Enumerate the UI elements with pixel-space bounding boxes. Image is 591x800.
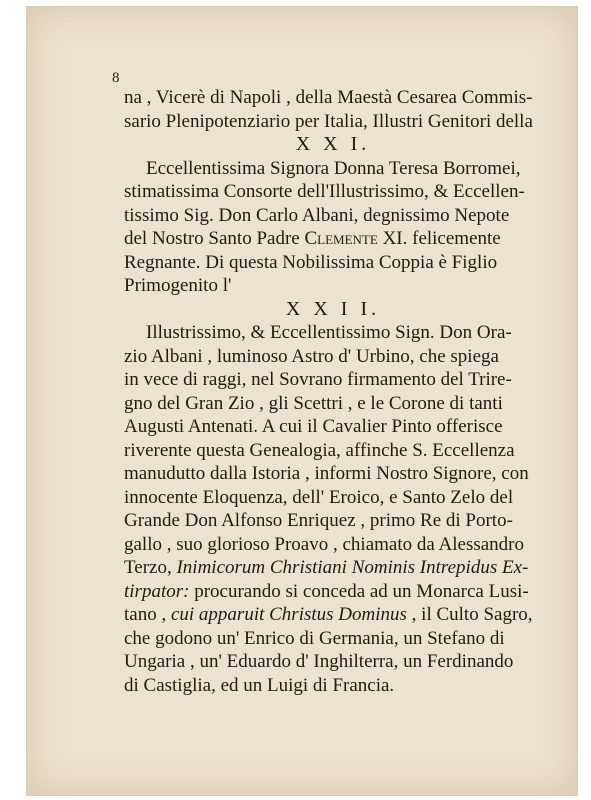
text-fragment: tano , [124, 604, 167, 625]
text-fragment: Terzo, [124, 557, 172, 578]
text-fragment: , il Culto Sagro, [411, 604, 533, 625]
latin-phrase: tirpator: [124, 580, 190, 602]
text-fragment: XI. felicemente [382, 228, 501, 249]
text-line: innocente Eloquenza, dell' Eroico, e Santo Zelo del [124, 486, 514, 508]
section-heading-22: X X I I. [285, 297, 381, 320]
text-line: Grande Don Alfonso Enriquez , primo Re di Porto- [124, 510, 513, 531]
text-line: gallo , suo glorioso Proavo , chiamato da Alessandro [124, 533, 524, 555]
text-line: Regnante. Di questa Nobilissima Coppia è Figlio [124, 251, 498, 273]
text-fragment: del Nostro Santo Padre [124, 228, 300, 249]
text-line: na , Vicerè di Napoli , della Maestà Cesarea Commis- [124, 87, 533, 108]
text-line: Primogenito l' [124, 275, 232, 296]
text-line: Ungaria , un' Eduardo d' Inghilterra, un Ferdinando [124, 651, 514, 672]
body-text [124, 86, 542, 697]
text-line: stimatissima Consorte dell'Illustrissimo, & Eccellen- [124, 181, 525, 202]
text-line: che godono un' Enrico di Germania, un Stefano di [124, 627, 505, 649]
section-heading-21: X X I. [295, 133, 371, 155]
text-line [124, 556, 542, 580]
text-line: Illustrissimo, & Eccellentissimo Sign. Don Ora- [146, 322, 512, 343]
text-line: zio Albani , luminoso Astro d' Urbino, che spiega [124, 345, 499, 367]
latin-phrase: Inimicorum Christiani Nominis Intrepidus Ex- [176, 557, 529, 578]
text-fragment: procurando si conceda ad un Monarca Lusi- [194, 580, 529, 602]
text-line [124, 227, 542, 251]
pope-name: Clemente [304, 228, 378, 249]
page-number: 8 [112, 70, 120, 86]
text-line: in vece di raggi, nel Sovrano firmamento del Trire- [124, 369, 512, 390]
text-line [124, 603, 542, 627]
text-line: Augusti Antenati. A cui il Cavalier Pinto offerisce [124, 416, 503, 437]
text-line: manudutto dalla Istoria , informi Nostro Signore, con [124, 463, 529, 484]
text-line: tissimo Sig. Don Carlo Albani, degnissimo Nepote [124, 204, 510, 226]
text-line: Eccellentissima Signora Donna Teresa Borromei, [146, 157, 521, 179]
text-line: riverente questa Genealogia, affinche S. Eccellenza [124, 439, 515, 461]
text-line [124, 580, 542, 604]
text-line: di Castiglia, ed un Luigi di Francia. [124, 674, 395, 696]
text-line: sario Plenipotenziario per Italia, Illustri Genitori della [124, 110, 533, 132]
text-line: gno del Gran Zio , gli Scettri , e le Corone di tanti [124, 392, 503, 414]
latin-phrase: cui apparuit Christus Dominus [170, 604, 407, 625]
